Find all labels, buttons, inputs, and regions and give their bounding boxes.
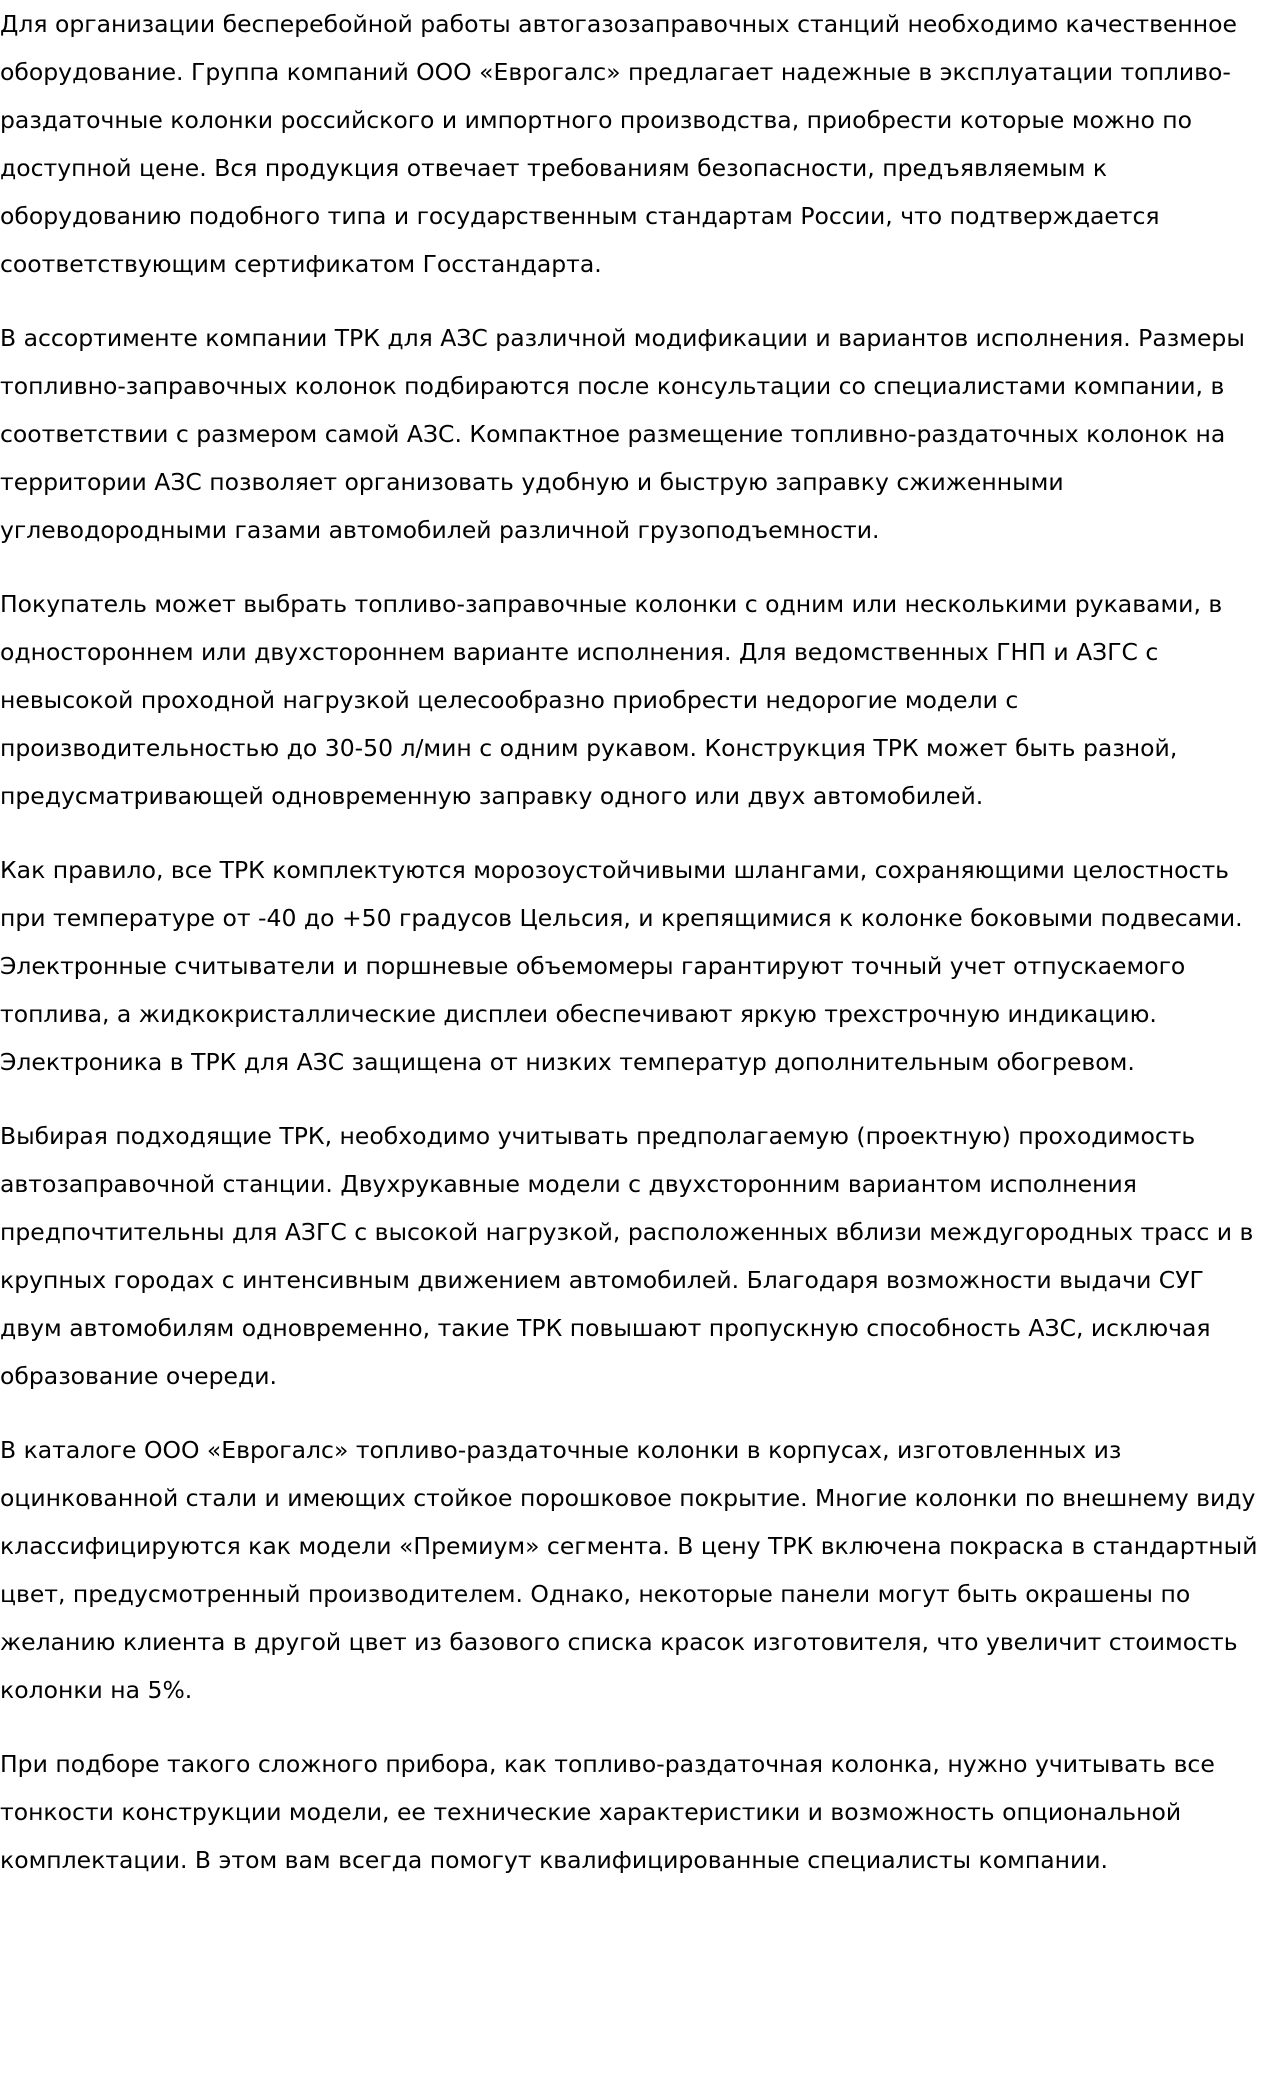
paragraph-equipment: Как правило, все ТРК комплектуются морозоустойчивыми шлангами, сохраняющими целостность при температуре от -40 до +50 градусов Цельсия, и крепящимися к колонке боковыми подвесами. Электронные считыватели и поршневые объемомеры гарантируют точный учет отпускаемого топлива, а жидкокристаллические дисплеи обеспечивают яркую трехстрочную индикацию. Электроника в ТРК для АЗС защищена от низких температур дополнительным обогревом. [0,856,1243,1076]
paragraph-assortment: В ассортименте компании ТРК для АЗС различной модификации и вариантов исполнения. Размеры топливно-заправочных колонок подбираются после консультации со специалистами компании, в соответствии с размером самой АЗС. Компактное размещение топливно-раздаточных колонок на территории АЗС позволяет организовать удобную и быструю заправку сжиженными углеводородными газами автомобилей различной грузоподъемности. [0,324,1245,544]
paragraph-hoses-options: Покупатель может выбрать топливо-заправочные колонки с одним или несколькими рукавами, в одностороннем или двухстороннем варианте исполнения. Для ведомственных ГНП и АЗГС с невысокой проходной нагрузкой целесообразно приобрести недорогие модели с производительностью до 30-50 л/мин с одним рукавом. Конструкция ТРК может быть разной, предусматривающей одновременную заправку одного или двух автомобилей. [0,590,1223,810]
paragraph-catalog: В каталоге ООО «Еврогалс» топливо-раздаточные колонки в корпусах, изготовленных из оцинкованной стали и имеющих стойкое порошковое покрытие. Многие колонки по внешнему виду классифицируются как модели «Премиум» сегмента. В цену ТРК включена покраска в стандартный цвет, предусмотренный производителем. Однако, некоторые панели могут быть окрашены по желанию клиента в другой цвет из базового списка красок изготовителя, что увеличит стоимость колонки на 5%. [0,1436,1258,1704]
paragraph-selection: Выбирая подходящие ТРК, необходимо учитывать предполагаемую (проектную) проходимость автозаправочной станции. Двухрукавные модели с двухсторонним вариантом исполнения предпочтительны для АЗГС с высокой нагрузкой, расположенных вблизи междугородных трасс и в крупных городах с интенсивным движением автомобилей. Благодаря возможности выдачи СУГ двум автомобилям одновременно, такие ТРК повышают пропускную способность АЗС, исключая образование очереди. [0,1122,1254,1390]
paragraph-intro: Для организации бесперебойной работы автогазозаправочных станций необходимо качественное оборудование. Группа компаний ООО «Еврогалс» предлагает надежные в эксплуатации топливо-раздаточные колонки российского и импортного производства, приобрести которые можно по доступной цене. Вся продукция отвечает требованиям безопасности, предъявляемым к оборудованию подобного типа и государственным стандартам России, что подтверждается соответствующим сертификатом Госстандарта. [0,10,1237,278]
paragraph-conclusion: При подборе такого сложного прибора, как топливо-раздаточная колонка, нужно учитывать все тонкости конструкции модели, ее технические характеристики и возможность опциональной комплектации. В этом вам всегда помогут квалифицированные специалисты компании. [0,1750,1215,1874]
